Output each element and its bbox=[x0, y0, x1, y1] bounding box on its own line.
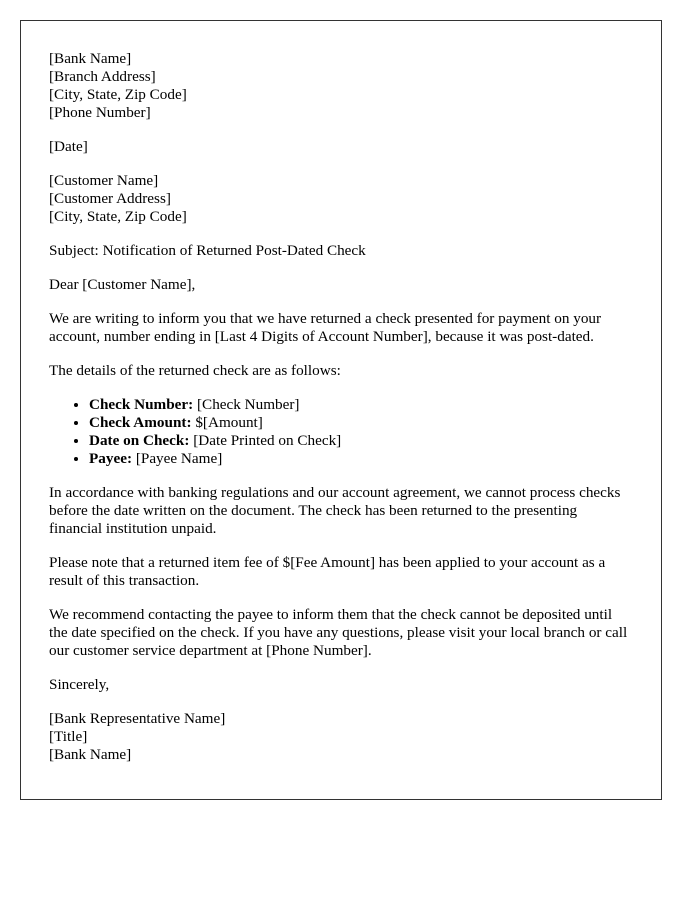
sender-address-block bbox=[49, 50, 633, 122]
check-detail-item bbox=[89, 450, 633, 468]
check-detail-term: Date on Check: bbox=[89, 432, 190, 449]
recipient-city-state-zip: [City, State, Zip Code] bbox=[49, 208, 187, 225]
check-detail-term: Payee: bbox=[89, 450, 133, 467]
signature-name: [Bank Representative Name] bbox=[49, 710, 226, 727]
signature-bank-name: [Bank Name] bbox=[49, 746, 132, 763]
check-details-list bbox=[49, 396, 633, 468]
recipient-address-block bbox=[49, 172, 633, 226]
sender-branch-address: [Branch Address] bbox=[49, 68, 156, 85]
recommendation-paragraph: We recommend contacting the payee to inform them that the check cannot be deposited until the date specified on the check. If you have any questions, please visit your local branch or call our customer service department at [Phone Number]. bbox=[49, 606, 628, 659]
check-detail-term: Check Number: bbox=[89, 396, 194, 413]
check-detail-value: [Payee Name] bbox=[132, 450, 223, 467]
recipient-name: [Customer Name] bbox=[49, 172, 159, 189]
check-detail-term: Check Amount: bbox=[89, 414, 192, 431]
letter-page bbox=[20, 20, 662, 800]
check-detail-value: [Check Number] bbox=[193, 396, 300, 413]
recipient-address: [Customer Address] bbox=[49, 190, 171, 207]
letter-subject: Subject: Notification of Returned Post-Dated Check bbox=[49, 242, 366, 259]
signature-title: [Title] bbox=[49, 728, 88, 745]
letter-salutation: Dear [Customer Name], bbox=[49, 276, 196, 293]
fee-paragraph: Please note that a returned item fee of $[Fee Amount] has been applied to your account as a result of this transaction. bbox=[49, 554, 606, 589]
letter-closing: Sincerely, bbox=[49, 676, 110, 693]
check-detail-item bbox=[89, 432, 633, 450]
check-detail-item bbox=[89, 396, 633, 414]
check-detail-item bbox=[89, 414, 633, 432]
sender-bank-name: [Bank Name] bbox=[49, 50, 132, 67]
sender-city-state-zip: [City, State, Zip Code] bbox=[49, 86, 187, 103]
letter-date: [Date] bbox=[49, 138, 88, 155]
regulation-paragraph: In accordance with banking regulations and our account agreement, we cannot process checks before the date written on the document. The check has been returned to the presenting financial institution unpaid. bbox=[49, 484, 621, 537]
intro-paragraph: We are writing to inform you that we have returned a check presented for payment on your account, number ending in [Last 4 Digits of Account Number], because it was post-dated. bbox=[49, 310, 602, 345]
check-detail-value: [Date Printed on Check] bbox=[189, 432, 342, 449]
sender-phone: [Phone Number] bbox=[49, 104, 151, 121]
signature-block bbox=[49, 710, 633, 764]
details-lead-paragraph: The details of the returned check are as follows: bbox=[49, 362, 341, 379]
check-detail-value: $[Amount] bbox=[191, 414, 263, 431]
